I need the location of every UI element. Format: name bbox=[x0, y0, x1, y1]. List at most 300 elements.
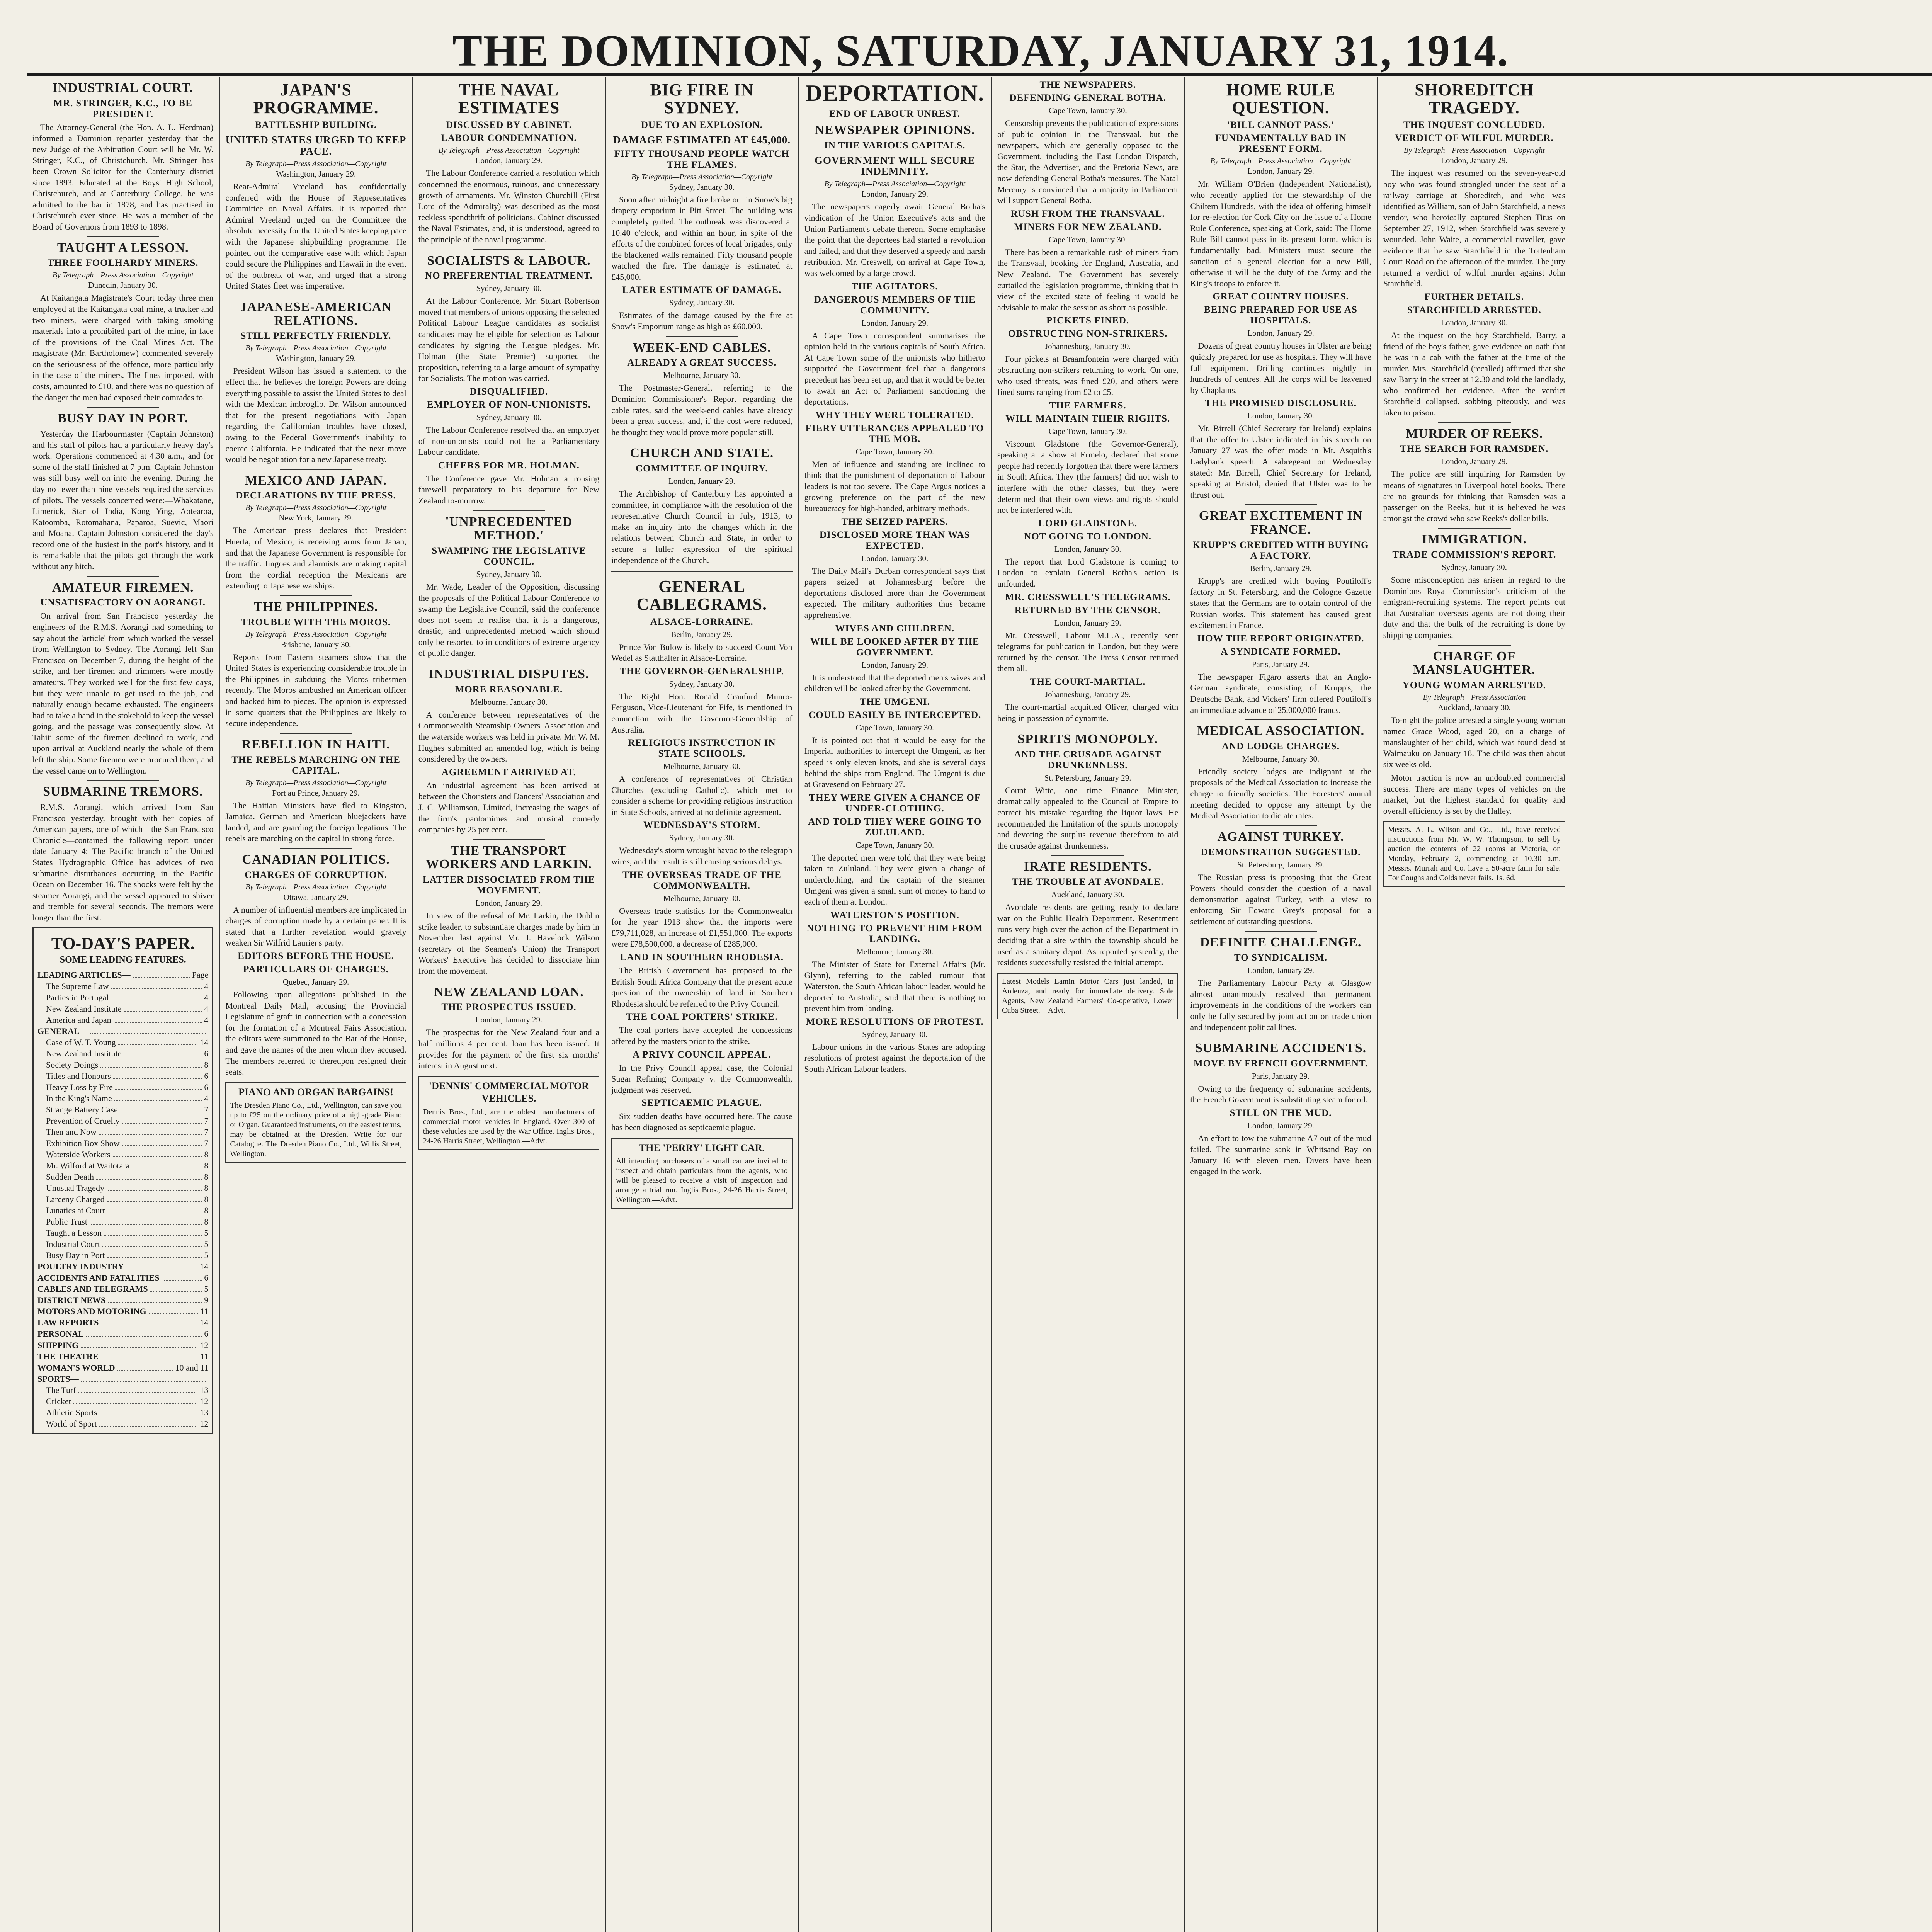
byline: By Telegraph—Press Association—Copyright bbox=[1404, 146, 1545, 155]
headline: INDUSTRIAL COURT. bbox=[52, 81, 194, 95]
index-entry bbox=[37, 1194, 208, 1205]
article-body: Count Witte, one time Finance Minister, dramatically appealed to the Council of Empire to correct his mistake regarding the liquor laws. He recommended the limitation of the spirits monopoly and devoting the surplus revenue therefrom to aid the crusade against drunkenness. bbox=[997, 785, 1179, 850]
subheadline: MORE REASONABLE. bbox=[455, 684, 563, 695]
article-body: The Archbishop of Canterbury has appointed a committee, in compliance with the resolution of the representative Church Council in July, 1913, to make an inquiry into the changes which in the relations between Church and State, in order to secure a fuller expression of the spiritual independence of the Church. bbox=[611, 489, 793, 565]
index-entry bbox=[37, 1037, 208, 1048]
dateline: New York, January 29. bbox=[279, 513, 353, 523]
dateline: London, January 29. bbox=[1247, 167, 1314, 176]
index-entry bbox=[37, 1205, 208, 1216]
index-entry-label: Exhibition Box Show bbox=[46, 1138, 120, 1148]
subheadline: WILL MAINTAIN THEIR RIGHTS. bbox=[1005, 413, 1170, 424]
subheadline: STARCHFIELD ARRESTED. bbox=[1407, 304, 1541, 315]
dateline: Cape Town, January 30. bbox=[1048, 106, 1127, 115]
headline: AGAINST TURKEY. bbox=[1217, 829, 1344, 844]
index-entry-page: 14 bbox=[200, 1037, 209, 1047]
article-body: The newspaper Figaro asserts that an Anglo-German syndicate, consisting of Krupp's, the Deutsche Bank, and Vickers' firm offered Poutiloff's an immediate advance of 25,000,000 francs. bbox=[1190, 672, 1371, 715]
index-title: TO-DAY'S PAPER. bbox=[51, 934, 195, 953]
headline: GREAT EXCITEMENT IN FRANCE. bbox=[1199, 509, 1363, 537]
index-entry-label: Then and Now bbox=[46, 1127, 97, 1137]
index-entry-label: Taught a Lesson bbox=[46, 1228, 102, 1238]
headline: MEDICAL ASSOCIATION. bbox=[1197, 724, 1365, 738]
index-entry-leader bbox=[101, 1317, 197, 1325]
dateline: Cape Town, January 30. bbox=[1048, 235, 1127, 244]
subheadline: FURTHER DETAILS. bbox=[1424, 291, 1524, 302]
article-body: Censorship prevents the publication of expressions of public opinion in the Transvaal, but the newspapers, which are generally opposed to the Government, including the East London Dispatch, the Star, the Advertiser, and the Pretoria News, are now defending General Botha's measures. The Natal Mercury is convinced that a majority in Parliament will support General Botha. bbox=[997, 118, 1179, 206]
dateline: Melbourne, January 30. bbox=[470, 697, 548, 707]
subheadline: THE SEIZED PAPERS. bbox=[841, 516, 949, 527]
subheadline: WILL BE LOOKED AFTER BY THE GOVERNMENT. bbox=[810, 636, 980, 658]
article-body: The Labour Conference resolved that an employer of non-unionists could not be a Parliamentary Labour candidate. bbox=[418, 425, 600, 457]
article-body: A Cape Town correspondent summarises the opinion held in the various capitals of South Africa. At Cape Town some of the unionists who hitherto supported the Government feel that a dangerous precedent has been set up, and that it would be better to await an Act of Parliament sanctioning the deportations. bbox=[804, 330, 985, 407]
subheadline: SWAMPING THE LEGISLATIVE COUNCIL. bbox=[432, 545, 586, 567]
index-entry-page: Page bbox=[192, 970, 209, 980]
ad-body: Dennis Bros., Ltd., are the oldest manufacturers of commercial motor vehicles in England. Over 300 of these vehicles are used by the War Office. Inglis Bros., 24-26 Harris Street, Wellington.—Advt. bbox=[423, 1107, 595, 1145]
divider bbox=[87, 407, 159, 408]
article-body: Yesterday the Harbourmaster (Captain Johnston) and his staff of pilots had a particularly heavy day's work. Operations commenced at 4.30 a.m., and for some of the staff finished at 7 p.m. Captain Johnston was still busy well on into the evening. During the day no fewer than nine vessels required the services of pilots. The vessels concerned were:—Whakatane, Limerick, Star of India, Kong Ying, Aotearoa, Katoomba, Rotomahana, Paparoa, Suevic, Maori and Moana. Captain Johnston considered the day's record one of the busiest in the port's history, and it is remarkable that the pilots got through the work without any hitch. bbox=[32, 429, 214, 571]
article-body: The Daily Mail's Durban correspondent says that papers seized at Johannesburg before the deportations disclosed more than the Government expected. The military authorities thus became apprehensive. bbox=[804, 566, 985, 620]
subheadline: UNSATISFACTORY ON AORANGI. bbox=[40, 597, 206, 608]
subheadline: DECLARATIONS BY THE PRESS. bbox=[236, 490, 396, 501]
dateline: St. Petersburg, January 29. bbox=[1044, 773, 1131, 782]
byline: By Telegraph—Press Association—Copyright bbox=[245, 630, 386, 639]
subheadline: AGREEMENT ARRIVED AT. bbox=[441, 767, 577, 777]
index-entry-page: 7 bbox=[204, 1138, 209, 1148]
index-entry-label: Case of W. T. Young bbox=[46, 1037, 116, 1047]
article-body: Mr. Cresswell, Labour M.L.A., recently sent telegrams for publication in London, but they were returned by the censor. The Press Censor returned them all. bbox=[997, 630, 1179, 673]
article-body: The Postmaster-General, referring to the Dominion Commissioner's Report regarding the cable rates, said the week-end cables have already been a great success, and, if the cost were reduced, he thought they would prove more popular still. bbox=[611, 383, 793, 437]
subheadline: GREAT COUNTRY HOUSES. bbox=[1213, 291, 1349, 302]
headline: REBELLION IN HAITI. bbox=[242, 737, 390, 752]
article-body: A conference between representatives of the Commonwealth Steamship Owners' Association and the waterside workers was held in private. Mr. W. M. Hughes submitted an amended log, which is being considered by the owners. bbox=[418, 709, 600, 764]
index-entry-label: Waterside Workers bbox=[46, 1149, 111, 1159]
dateline: Sydney, January 30. bbox=[669, 182, 735, 192]
index-entry-label: Larceny Charged bbox=[46, 1194, 105, 1204]
byline: By Telegraph—Press Association—Copyright bbox=[52, 271, 194, 280]
index-entry-label: DISTRICT NEWS bbox=[37, 1295, 106, 1305]
article-body: At the Labour Conference, Mr. Stuart Robertson moved that members of unions opposing the selected Political Labour League candidates as socialist candidates may be eligible for selection as Labour candidates by signing the League pledges. Mr. Holman (the State Premier) supported the proposition, referring to a large amount of sympathy for Socialists. The motion was carried. bbox=[418, 296, 600, 383]
index-entry bbox=[37, 1014, 208, 1026]
index-entry-label: Busy Day in Port bbox=[46, 1250, 105, 1260]
subheadline: LATTER DISSOCIATED FROM THE MOVEMENT. bbox=[423, 874, 595, 896]
article-body: The Labour Conference carried a resolution which condemned the enormous, ruinous, and unnecessary growth of armaments. Mr. Winston Churchill (First Lord of the Admiralty) was described as the most reckless spendthrift of politicians. Cabinet discussed the Naval Estimates, and, it is understood, agreed to the principle of the naval programme. bbox=[418, 168, 600, 244]
index-entry bbox=[37, 1351, 208, 1362]
index-entry-leader bbox=[132, 1160, 202, 1168]
index-entry bbox=[37, 992, 208, 1003]
subheadline: WIVES AND CHILDREN. bbox=[835, 623, 955, 634]
headline: CHARGE OF MANSLAUGHTER. bbox=[1413, 649, 1536, 677]
article-body: It is understood that the deported men's wives and children will be looked after by the Government. bbox=[804, 672, 985, 694]
divider bbox=[280, 733, 352, 734]
index-entry-page bbox=[206, 1373, 208, 1384]
index-entry-leader bbox=[73, 1396, 198, 1404]
subheadline: AND THE CRUSADE AGAINST DRUNKENNESS. bbox=[1014, 749, 1162, 770]
index-entry-page: 8 bbox=[204, 1194, 209, 1204]
index-entry-page bbox=[206, 1026, 208, 1037]
index-entry bbox=[37, 1384, 208, 1396]
article-body: The Attorney-General (the Hon. A. L. Herdman) informed a Dominion reporter yesterday that the new Judge of the Arbitration Court will be Mr. W. Stringer, K.C., of Christchurch. Mr. Stringer has been Crown Solicitor for the Canterbury district since 1893. Educated at the Boys' High School, Christchurch, and at Canterbury College, he was admitted to the bar in 1878, and has practised in Christchurch ever since. He was a member of the Board of Governors from 1893 to 1898. bbox=[32, 122, 214, 232]
dateline: London, January 30. bbox=[861, 553, 929, 563]
article-body: The American press declares that President Huerta, of Mexico, is receiving arms from Japan, and that the Japanese Government is responsible for the traffic. Jingoes and alarmists are making capital from the cordial reception the Mexicans are extending to Japanese warships. bbox=[225, 526, 406, 591]
article-body: Avondale residents are getting ready to declare war on the Public Health Department. Resentment runs very high over the action of the Department in deciding that a site within the township should be used as a sanitary depot. As reported yesterday, the residents successfully resisted the initial attempt. bbox=[997, 902, 1179, 968]
subheadline: STILL ON THE MUD. bbox=[1230, 1108, 1332, 1118]
index-entry-page: 13 bbox=[200, 1407, 209, 1417]
index-entry-label: Prevention of Cruelty bbox=[46, 1116, 120, 1126]
subheadline: THE UMGENI. bbox=[859, 696, 930, 707]
subheadline: PICKETS FINED. bbox=[1046, 315, 1129, 326]
index-entry-label: SPORTS— bbox=[37, 1374, 79, 1384]
article-body: The British Government has proposed to the British South Africa Company that the present acute question of the ownership of land in Southern Rhodesia should be referred to the Privy Council. bbox=[611, 966, 793, 1009]
index-entry-leader bbox=[107, 1205, 202, 1213]
index-entry-label: Public Trust bbox=[46, 1217, 87, 1227]
index-entry-page: 12 bbox=[200, 1340, 209, 1350]
subheadline: RUSH FROM THE TRANSVAAL. bbox=[1010, 208, 1165, 219]
article-body: Prince Von Bulow is likely to succeed Count Von Wedel as Statthalter in Alsace-Lorraine. bbox=[611, 642, 793, 663]
subheadline: COULD EASILY BE INTERCEPTED. bbox=[808, 709, 981, 720]
headline: TAUGHT A LESSON. bbox=[57, 240, 189, 255]
dateline: Cape Town, January 30. bbox=[855, 447, 934, 456]
index-entry-leader bbox=[81, 1373, 206, 1382]
subheadline: ALSACE-LORRAINE. bbox=[650, 616, 753, 627]
index-entry-leader bbox=[96, 1171, 202, 1180]
index-entry bbox=[37, 1149, 208, 1160]
subheadline: LAND IN SOUTHERN RHODESIA. bbox=[620, 952, 784, 963]
article-body: Four pickets at Braamfontein were charged with obstructing non-strikers returning to work. On one, who used threats, was fined £20, and others were fined sums ranging from £2 to £5. bbox=[997, 354, 1179, 397]
article-body: R.M.S. Aorangi, which arrived from San Francisco yesterday, brought with her copies of American papers, one of which—the San Francisco Chronicle—contained the following report under date January 4: The Pacific branch of the United States Hydrographic Office has advices of two submarine disturbances occurring in the Pacific Ocean on December 16. The shocks were felt by the steamer Aorangi, and the vessel appeared to shiver and tremble for several seconds. The tremors were longer than the first. bbox=[32, 802, 214, 922]
index-entry bbox=[37, 1026, 208, 1037]
dateline: Cape Town, January 30. bbox=[1048, 426, 1127, 436]
index-entry-label: Lunatics at Court bbox=[46, 1206, 105, 1216]
dateline: London, January 29. bbox=[861, 660, 929, 670]
byline: By Telegraph—Press Association—Copyright bbox=[1210, 157, 1351, 166]
article-body: There has been a remarkable rush of miners from the Transvaal, booking for England, Australia, and New Zealand. The Government has severely curtailed the legislation programme, thinking that in view of the excited state of feeling it would be advisable to make the session as short as possible. bbox=[997, 247, 1179, 312]
subheadline: THEY WERE GIVEN A CHANCE OF UNDER-CLOTHING. bbox=[809, 792, 981, 814]
headline: SOCIALISTS & LABOUR. bbox=[427, 253, 591, 268]
advertisement bbox=[225, 1082, 406, 1163]
dateline: Paris, January 29. bbox=[1252, 1071, 1310, 1081]
article-body: Reports from Eastern steamers show that the United States is experiencing considerable trouble in the Philippines in subduing the Moros tribesmen recently. The Moros ambushed an American officer and hacked him to pieces. The opinion is expressed in some quarters that the Philippines are likely to secure independence. bbox=[225, 652, 406, 728]
index-entry-page: 12 bbox=[200, 1396, 209, 1406]
dateline: London, January 29. bbox=[1441, 156, 1508, 165]
index-entry-page: 10 and 11 bbox=[175, 1362, 209, 1372]
index-entry-page: 8 bbox=[204, 1172, 209, 1182]
index-entry bbox=[37, 1283, 208, 1294]
index-entry bbox=[37, 1238, 208, 1250]
headline: CANADIAN POLITICS. bbox=[242, 852, 390, 867]
dateline: St. Petersburg, January 29. bbox=[1237, 860, 1324, 869]
article-body: Some misconception has arisen in regard to the Dominions Royal Commission's criticism of the emigrant-recruiting systems. The report points out that Australian overseas agents are not doing their duty and that the bulk of the recruiting is done by shipping companies. bbox=[1383, 575, 1566, 640]
dateline: London, January 30. bbox=[1054, 544, 1121, 554]
headline: WEEK-END CABLES. bbox=[633, 340, 771, 355]
index-entry bbox=[37, 1407, 208, 1418]
subheadline: THE PROMISED DISCLOSURE. bbox=[1205, 398, 1357, 409]
index-entry-page: 12 bbox=[200, 1418, 209, 1429]
index-entry bbox=[37, 981, 208, 992]
dateline: London, January 30. bbox=[1247, 411, 1314, 421]
dateline: London, January 29. bbox=[668, 476, 735, 486]
article-body: Estimates of the damage caused by the fire at Snow's Emporium range as high as £60,000. bbox=[611, 310, 793, 332]
index-entry-leader bbox=[90, 1216, 202, 1225]
index-entry-label: New Zealand Institute bbox=[46, 1048, 122, 1058]
article-body: The Parliamentary Labour Party at Glasgow almost unanimously resolved that permanent improvements in the conditions of the workers can only be fully secured by joint action on trade union and independent political lines. bbox=[1190, 978, 1371, 1032]
subheadline: END OF LABOUR UNREST. bbox=[829, 109, 961, 119]
article-body: The Minister of State for External Affairs (Mr. Glynn), referring to the cabled rumour that Waterston, the South African labour leader, would be deported to Australia, said that there is nothing to prevent him from landing. bbox=[804, 959, 985, 1014]
article-body: The report that Lord Gladstone is coming to London to explain General Botha's action is unfounded. bbox=[997, 556, 1179, 589]
index-entry-page: 8 bbox=[204, 1206, 209, 1216]
headline: NEWSPAPER OPINIONS. bbox=[815, 123, 975, 137]
index-entry-leader bbox=[117, 1362, 173, 1371]
index-entry-leader bbox=[111, 981, 202, 989]
dateline: Paris, January 29. bbox=[1252, 659, 1310, 669]
index-entry-page: 6 bbox=[204, 1329, 209, 1339]
byline: By Telegraph—Press Association—Copyright bbox=[245, 344, 386, 353]
index-entry-page: 8 bbox=[204, 1217, 209, 1227]
dateline: London, January 29. bbox=[861, 189, 929, 199]
article-body: Owing to the frequency of submarine accidents, the French Government is substituting steam for oil. bbox=[1190, 1083, 1371, 1105]
index-entry bbox=[37, 1418, 208, 1429]
headline: THE TRANSPORT WORKERS AND LARKIN. bbox=[426, 843, 592, 872]
headline: AMATEUR FIREMEN. bbox=[52, 580, 194, 595]
headline: NEW ZEALAND LOAN. bbox=[434, 985, 584, 999]
ad-body: All intending purchasers of a small car are invited to inspect and obtain particulars from the agents, who will be pleased to receive a visit of inspection and arrange a trial run. Inglis Bros., 24-26 Harris Street, Wellington.—Advt. bbox=[616, 1157, 788, 1204]
index-entry-leader bbox=[162, 1272, 202, 1281]
index-entry-page: 4 bbox=[204, 992, 209, 1002]
article-body: The newspapers eagerly await General Botha's vindication of the Union Executive's acts and the Union Parliament's debate thereon. Some emphasise the point that the deportees had started a revolution and failed, and that they deserved a speedy and harsh retribution. Mr. Creswell, on arrival at Cape Town, was welcomed by a large crowd. bbox=[804, 202, 985, 278]
index-entry-leader bbox=[107, 1182, 202, 1191]
index-entry-leader bbox=[104, 1227, 202, 1236]
index-entry bbox=[37, 1070, 208, 1082]
subheadline: IN THE VARIOUS CAPITALS. bbox=[824, 140, 966, 151]
article-body: In view of the refusal of Mr. Larkin, the Dublin strike leader, to substantiate charges made by him in November last against Mr. J. Havelock Wilson (secretary of the Seamen's Union) the Transport Workers' Executive has decided to dissociate him from the movement. bbox=[418, 911, 600, 976]
subheadline: THE SEARCH FOR RAMSDEN. bbox=[1400, 444, 1549, 454]
index-entry-page: 7 bbox=[204, 1116, 209, 1126]
article-body: Mr. William O'Brien (Independent Nationalist), who recently applied for the stewardship of the Chiltern Hundreds, with the idea of offering himself for re-election for Cork City on the issue of a Home Rule Conference, speaking at Cork, said: The Home Rule Bill cannot pass in its present form, which is fundamentally bad. Ministers must secure the sanction of a general election for a new Bill, otherwise it will be the duty of the Army and the King's troops to enforce it. bbox=[1190, 179, 1371, 288]
headline: BIG FIRE IN SYDNEY. bbox=[650, 80, 754, 117]
article-body: At Kaitangata Magistrate's Court today three men employed at the Kaitangata coal mine, a trucker and two miners, were charged with taking smoking materials into a prohibited part of the mine, in face of the provisions of the Coal Mines Act. The magistrate (Mr. Bartholomew) commented severely on the seriousness of the offence, more particularly in the case of the miners. The fines imposed, with costs, amounted to £10, and there was no question of the danger the men had exposed their comrades to. bbox=[32, 293, 214, 402]
dateline: Auckland, January 30. bbox=[1437, 702, 1511, 712]
article-body: On arrival from San Francisco yesterday the engineers of the R.M.S. Aorangi had something to say about the 'article' from which worked the vessel from Wellington to Sydney. The Aorangi left San Francisco on December 7, during the height of the strike, and her firemen and trimmers were mostly amateurs. They worked well for the first few days, but they were unable to get used to the job, and naturally enough became exhausted. The engineers had to take a hand in the stokehold to keep the vessel going, and the passage was consequently slow. At Tahiti some of the firemen declined to work, and upon arrival at Auckland nearly the whole of them left the ship. Some firemen were procured there, and the vessel came on to Wellington. bbox=[32, 611, 214, 776]
advertisement bbox=[611, 1138, 792, 1209]
article-body: The Right Hon. Ronald Craufurd Munro-Ferguson, Vice-Lieutenant for Fife, is mentioned in connection with the Governor-Generalship of Australia. bbox=[611, 691, 793, 735]
index-entry-page: 11 bbox=[200, 1351, 209, 1361]
ad-body: Messrs. A. L. Wilson and Co., Ltd., have received instructions from Mr. W. W. Thompson, to sell by auction the contents of 22 rooms at Victoria, on Monday, February 2, commencing at 10.30 a.m. Messrs. Murrah and Co. have a 50-acre farm for sale. For Coughs and Colds never fails. 1s. 6d. bbox=[1388, 825, 1561, 883]
subheadline: A PRIVY COUNCIL APPEAL. bbox=[633, 1049, 771, 1060]
dateline: Washington, January 29. bbox=[276, 354, 356, 363]
index-entry-page: 4 bbox=[204, 1015, 209, 1025]
headline: IMMIGRATION. bbox=[1422, 532, 1527, 547]
index-entry bbox=[37, 1171, 208, 1182]
divider bbox=[1051, 855, 1124, 856]
subheadline: FIERY UTTERANCES APPEALED TO THE MOB. bbox=[805, 423, 984, 444]
index-entry-label: ACCIDENTS AND FATALITIES bbox=[37, 1273, 160, 1283]
index-entry-leader bbox=[100, 1407, 198, 1415]
subheadline: THE INQUEST CONCLUDED. bbox=[1403, 120, 1545, 131]
subheadline: THE NEWSPAPERS. bbox=[1039, 80, 1136, 90]
index-entry bbox=[37, 1294, 208, 1306]
article-body: President Wilson has issued a statement to the effect that he believes the foreign Powers are doing everything possible to assist the United States to deal with the Mexican imbroglio. Dr. Wilson announced that for the present negotiations with Japan regarding the Californian troubles have closed, owing to the Federal Government's inability to coerce California. He indicated that the next move would be negotiation for a new Japanese treaty. bbox=[225, 366, 406, 464]
index-entry-label: New Zealand Institute bbox=[46, 1003, 122, 1014]
index-entry-page: 7 bbox=[204, 1104, 209, 1114]
subheadline: LATER ESTIMATE OF DAMAGE. bbox=[622, 285, 782, 296]
index-entry bbox=[37, 1272, 208, 1283]
subheadline: THE FARMERS. bbox=[1049, 400, 1126, 411]
subheadline: EMPLOYER OF NON-UNIONISTS. bbox=[427, 399, 591, 410]
index-entry-label: LEADING ARTICLES— bbox=[37, 970, 131, 980]
subheadline: TRADE COMMISSION'S REPORT. bbox=[1392, 549, 1556, 560]
index-entry-label: In the King's Name bbox=[46, 1093, 112, 1103]
subheadline: NO PREFERENTIAL TREATMENT. bbox=[425, 270, 593, 281]
headline: THE NAVAL ESTIMATES bbox=[458, 80, 560, 117]
subheadline: DEFENDING GENERAL BOTHA. bbox=[1009, 93, 1166, 103]
divider bbox=[87, 576, 159, 577]
index-entry-page: 6 bbox=[204, 1071, 209, 1081]
divider bbox=[1438, 422, 1511, 423]
divider bbox=[280, 595, 352, 596]
headline: SUBMARINE TREMORS. bbox=[43, 784, 203, 799]
dateline: London, January 29. bbox=[1054, 618, 1121, 628]
index-entry-page: 8 bbox=[204, 1183, 209, 1193]
index-entry-label: PERSONAL bbox=[37, 1329, 84, 1339]
headline: GOVERNMENT WILL SECURE INDEMNITY. bbox=[814, 154, 975, 177]
article-body: It is pointed out that it would be easy for the Imperial authorities to intercept the Umgeni, as her speed is only eleven knots, and she is several days behind the ships from England. The Umgeni is due at Gravesend on February 27. bbox=[804, 735, 985, 789]
index-subtitle: SOME LEADING FEATURES. bbox=[60, 955, 186, 965]
article-body: Motor traction is now an undoubted commercial success. There are many types of vehicles on the market, but the highest standard for quality and overall efficiency is set by the Halley. bbox=[1383, 772, 1566, 816]
article-body: An effort to tow the submarine A7 out of the mud failed. The submarine sank in Whitsand Bay on January 16 with eleven men. Divers have been engaged in the work. bbox=[1190, 1133, 1371, 1176]
dateline: London, January 29. bbox=[861, 318, 929, 328]
headline: SPIRITS MONOPOLY. bbox=[1017, 732, 1158, 747]
index-entry-label: CABLES AND TELEGRAMS bbox=[37, 1284, 148, 1294]
subheadline: DISCUSSED BY CABINET. bbox=[446, 120, 572, 131]
article-body: Men of influence and standing are inclined to think that the punishment of deportation of Labour leaders is not too severe. The Cape Argus notices a growing preference on the part of the new bureaucracy for high-handed, arbitrary methods. bbox=[804, 459, 985, 514]
dateline: Sydney, January 30. bbox=[476, 569, 542, 579]
index-entry-page: 4 bbox=[204, 981, 209, 991]
headline: MEXICO AND JAPAN. bbox=[245, 473, 387, 488]
headline: DEPORTATION. bbox=[805, 80, 985, 106]
index-entry bbox=[37, 1082, 208, 1093]
index-entry-page: 6 bbox=[204, 1048, 209, 1058]
subheadline: RELIGIOUS INSTRUCTION IN STATE SCHOOLS. bbox=[628, 738, 776, 759]
dateline: Sydney, January 30. bbox=[862, 1029, 928, 1039]
subheadline: WATERSTON'S POSITION. bbox=[830, 910, 959, 920]
index-entry-page: 8 bbox=[204, 1060, 209, 1070]
article-body: Soon after midnight a fire broke out in Snow's big drapery emporium in Pitt Street. The building was completely gutted. The outbreak was discovered at 10.40 o'clock, and within an hour, in spite of the efforts of the combined forces of local brigades, only the blackened walls remained. Fifty thousand people watched the fire. The damage is estimated at £45,000. bbox=[611, 194, 793, 282]
index-entry bbox=[37, 1340, 208, 1351]
divider bbox=[666, 336, 738, 337]
index-entry bbox=[37, 1227, 208, 1238]
divider bbox=[1438, 645, 1511, 646]
divider bbox=[611, 571, 792, 572]
index-entry-label: SHIPPING bbox=[37, 1340, 79, 1350]
index-entry-leader bbox=[118, 1037, 198, 1045]
index-entry-leader bbox=[107, 1250, 202, 1258]
article-body: Wednesday's storm wrought havoc to the telegraph wires, and the result is still causing serious delays. bbox=[611, 845, 793, 867]
subheadline: CHEERS FOR MR. HOLMAN. bbox=[438, 460, 580, 471]
subheadline: DISQUALIFIED. bbox=[469, 386, 548, 397]
article-body: The deported men were told that they were being taken to Zululand. They were given a change of underclothing, and the captain of the steamer Umgeni was given a small sum of money to hand to each of them at London. bbox=[804, 852, 985, 907]
subheadline: FUNDAMENTALLY BAD IN PRESENT FORM. bbox=[1215, 133, 1347, 155]
subheadline: NOT GOING TO LONDON. bbox=[1024, 531, 1152, 542]
index-entry-page: 4 bbox=[204, 1093, 209, 1103]
index-entry-leader bbox=[102, 1238, 202, 1247]
dateline: Sydney, January 30. bbox=[669, 679, 735, 689]
advertisement bbox=[997, 973, 1178, 1019]
index-entry bbox=[37, 1059, 208, 1070]
index-entry-label: Cricket bbox=[46, 1396, 71, 1406]
article-body: Mr. Birrell (Chief Secretary for Ireland) explains that the offer to Ulster indicated in his speech on January 27 was the offer made in Mr. Asquith's Ladybank speech. A sabregeant on Wednesday stated: Mr. Birrell, Chief Secretary for Ireland, speaking at Bristol, denied that Ulster was to be thrust out. bbox=[1190, 423, 1371, 500]
subheadline: WHY THEY WERE TOLERATED. bbox=[815, 410, 974, 420]
ad-heading: THE 'PERRY' LIGHT CAR. bbox=[639, 1142, 765, 1153]
headline: GENERAL CABLEGRAMS. bbox=[636, 577, 767, 614]
subheadline: SEPTICAEMIC PLAGUE. bbox=[641, 1098, 762, 1109]
headline: HOME RULE QUESTION. bbox=[1226, 80, 1335, 117]
index-entry-label: Titles and Honours bbox=[46, 1071, 111, 1081]
dateline: London, January 29. bbox=[1247, 1121, 1314, 1130]
dateline: Sydney, January 30. bbox=[476, 412, 542, 422]
byline: By Telegraph—Press Association—Copyright bbox=[631, 172, 772, 181]
index-entry-label: Strange Battery Case bbox=[46, 1104, 118, 1114]
index-entry-label: The Turf bbox=[46, 1385, 76, 1395]
article-body: Mr. Wade, Leader of the Opposition, discussing the proposals of the Political Labour Conference to swamp the Legislative Council, said the conference does not seem to realise that it is a dangerous, drastic, and unprecedented method which should only be resorted to in conditions of extreme urgency of public danger. bbox=[418, 582, 600, 658]
index-entry-label: GENERAL— bbox=[37, 1026, 88, 1036]
index-entry bbox=[37, 1317, 208, 1328]
index-entry bbox=[37, 1216, 208, 1227]
subheadline: THE COAL PORTERS' STRIKE. bbox=[626, 1012, 778, 1022]
index-entry-label: POULTRY INDUSTRY bbox=[37, 1262, 124, 1272]
article-body: In the Privy Council appeal case, the Colonial Sugar Refining Company v. the Commonwealth, judgment was reserved. bbox=[611, 1063, 793, 1095]
index-entry-label: Sudden Death bbox=[46, 1172, 94, 1182]
index-entry bbox=[37, 969, 208, 980]
dateline: London, January 30. bbox=[1441, 318, 1508, 327]
byline: By Telegraph—Press Association—Copyright bbox=[245, 160, 386, 168]
index-entry-leader bbox=[149, 1306, 198, 1314]
subheadline: MINERS FOR NEW ZEALAND. bbox=[1014, 221, 1162, 232]
article-body: The Conference gave Mr. Holman a rousing farewell preparatory to his departure for New Zealand to-morrow. bbox=[418, 473, 600, 505]
subheadline: DISCLOSED MORE THAN WAS EXPECTED. bbox=[819, 529, 970, 551]
index-entry-leader bbox=[78, 1384, 198, 1393]
index-entry-leader bbox=[124, 1003, 202, 1012]
ad-heading: PIANO AND ORGAN BARGAINS! bbox=[238, 1086, 394, 1098]
index-entry bbox=[37, 1250, 208, 1261]
headline: JAPAN'S PROGRAMME. bbox=[253, 80, 379, 117]
index-entry bbox=[37, 1182, 208, 1194]
article-body: Following upon allegations published in the Montreal Daily Mail, accusing the Provincial Legislature of graft in connection with a concession for the formation of a Montreal Fairs Association, the editors were summoned to the Bar of the House, and gave the names of the men whom they accused. The members referred to thereupon resigned their seats. bbox=[225, 989, 406, 1077]
index-entry-leader bbox=[126, 1261, 198, 1269]
subheadline: PARTICULARS OF CHARGES. bbox=[243, 964, 389, 975]
divider bbox=[473, 839, 545, 840]
index-entry-label: WOMAN'S WORLD bbox=[37, 1362, 115, 1372]
headline: SUBMARINE ACCIDENTS. bbox=[1195, 1041, 1367, 1056]
dateline: Melbourne, January 30. bbox=[1242, 754, 1320, 764]
index-entry-label: Unusual Tragedy bbox=[46, 1183, 104, 1193]
dateline: Cape Town, January 30. bbox=[855, 723, 934, 732]
byline: By Telegraph—Press Association—Copyright bbox=[245, 778, 386, 787]
article-body: Viscount Gladstone (the Governor-General), speaking at a show at Ermelo, declared that some people had recently forgotten that there were farmers in South Africa. They (the farmers) did not wish to interfere with the other classes, but they were determined that their own views and rights should not be interfered with. bbox=[997, 439, 1179, 515]
index-entry-leader bbox=[122, 1115, 202, 1124]
index-entry-leader bbox=[120, 1104, 202, 1112]
index-entry-leader bbox=[113, 1070, 202, 1079]
ad-body: Latest Models Lamin Motor Cars just landed, in Ardenza, and ready for immediate delivery. Sole Agents, New Zealand Farmers' Co-operative, Lower Cuba Street.—Advt. bbox=[1002, 977, 1174, 1015]
index-entry-leader bbox=[99, 1126, 202, 1135]
article-body: Friendly society lodges are indignant at the proposals of the Medical Association to increase the charge to friendly societies. The Foresters' annual meeting decided to oppose any attempt by the Medical Association to dictate rates. bbox=[1190, 766, 1371, 821]
subheadline: FIFTY THOUSAND PEOPLE WATCH THE FLAMES. bbox=[614, 148, 789, 170]
index-entry-page: 5 bbox=[204, 1228, 209, 1238]
dateline: Washington, January 29. bbox=[276, 169, 356, 179]
article-body: Rear-Admiral Vreeland has confidentially conferred with the House of Representatives Committee on Naval Affairs. It is reported that Admiral Vreeland urged on the Committee the absolute necessity for the United States keeping pace with the Japanese shipbuilding programme. He pointed out the comparative ease with which Japan could secure the Philippines and Hawaii in the event of the outbreak of war, and urged that a strong United States fleet was imperative. bbox=[225, 182, 406, 291]
index-entry bbox=[37, 1328, 208, 1339]
subheadline: TO SYNDICALISM. bbox=[1234, 952, 1328, 963]
index-entry-leader bbox=[133, 969, 190, 978]
dateline: Sydney, January 30. bbox=[476, 284, 542, 293]
article-body: An industrial agreement has been arrived at between the Choristers and Dancers' Association and J. C. Williamson, Limited, increasing the wages of the firm's pantomimes and musical comedy companies by 25 per cent. bbox=[418, 780, 600, 835]
